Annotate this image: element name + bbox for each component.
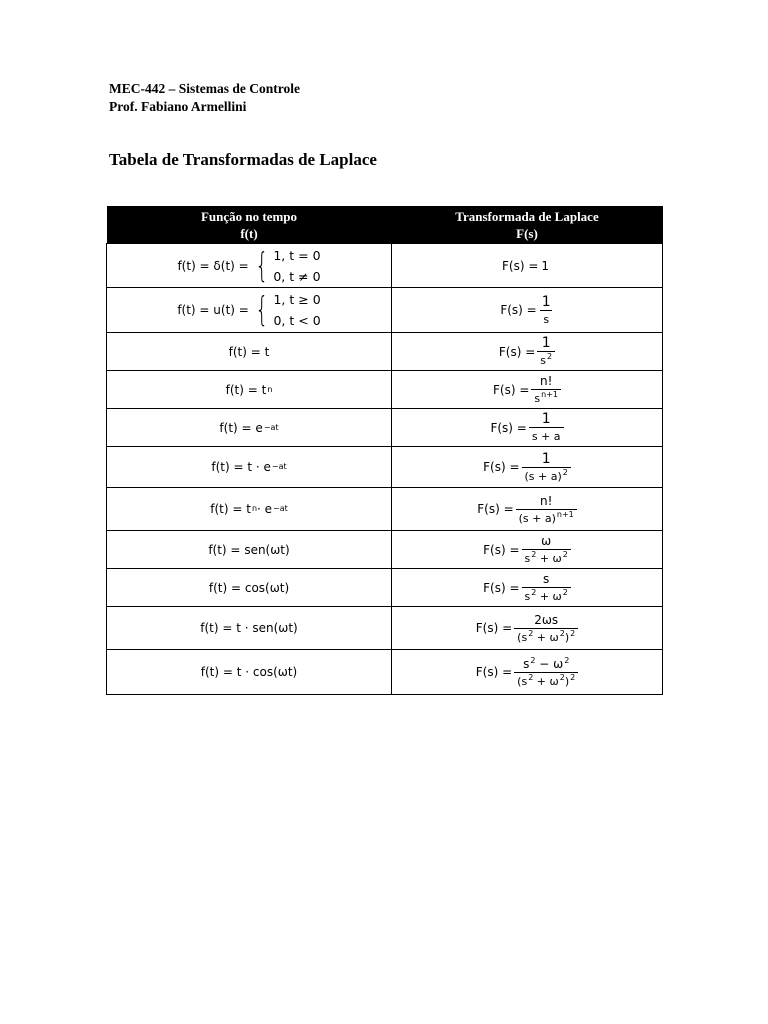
table-row — [107, 447, 663, 488]
table-row — [107, 569, 663, 607]
laplace-transform-cell: F(s) = $\frac{1}{(s + a)^2}$ — [392, 447, 663, 488]
table-row — [107, 288, 663, 333]
left-brace-icon: { — [255, 290, 269, 330]
table-row — [107, 607, 663, 650]
time-function-cell: f(t) = t · cos(ωt) — [107, 650, 392, 695]
time-function-cell: f(t) = t · e −at — [107, 447, 392, 488]
time-function-cell: f(t) = t · sen(ωt) — [107, 607, 392, 650]
laplace-transform-cell: F(s) = 1 — [392, 244, 663, 288]
column-header-time-function: Função no tempo f(t) — [107, 206, 392, 244]
time-function-cell: f(t) = cos(ωt) — [107, 569, 392, 607]
laplace-transform-cell: F(s) = $\frac{2\omega s}{(s^2 + \omega^2)^2}$ — [392, 607, 663, 650]
table-row — [107, 244, 663, 288]
table-row — [107, 488, 663, 531]
laplace-transform-cell: F(s) = $\frac{n!}{(s + a)^{n+1}}$ — [392, 488, 663, 531]
time-function-cell: f(t) = sen(ωt) — [107, 531, 392, 569]
document-header — [109, 80, 300, 116]
time-function-cell: f(t) = t n · e −at — [107, 488, 392, 531]
time-function-cell: f(t) = u(t) = { 1, t ≥ 0 0, t < 0 — [107, 288, 392, 333]
laplace-transform-cell: F(s) = $\frac{s^2 - \omega^2}{(s^2 + \omega^2)^2}$ — [392, 650, 663, 695]
table-row — [107, 371, 663, 409]
column-header-laplace-transform: Transformada de Laplace F(s) — [392, 206, 663, 244]
time-function-cell: f(t) = t n — [107, 371, 392, 409]
table-row — [107, 531, 663, 569]
time-function-cell: f(t) = e −at — [107, 409, 392, 447]
course-title: MEC-442 – Sistemas de Controle — [109, 81, 300, 96]
table-row — [107, 650, 663, 695]
time-function-cell: f(t) = δ(t) = { 1, t = 0 0, t ≠ 0 — [107, 244, 392, 288]
laplace-transform-cell: F(s) = $\frac{1}{s^2}$ — [392, 333, 663, 371]
laplace-transform-cell: F(s) = $\frac{s}{s^2 + \omega^2}$ — [392, 569, 663, 607]
table-header-row — [107, 206, 663, 244]
table-row — [107, 409, 663, 447]
laplace-transform-cell: F(s) = $\frac{n!}{s^{n+1}}$ — [392, 371, 663, 409]
time-function-cell: f(t) = t — [107, 333, 392, 371]
left-brace-icon: { — [255, 245, 269, 286]
laplace-transform-cell: F(s) = $\frac{\omega}{s^2 + \omega^2}$ — [392, 531, 663, 569]
laplace-transform-cell: F(s) = $\frac{1}{s}$ — [392, 288, 663, 333]
table-row — [107, 333, 663, 371]
professor-name: Prof. Fabiano Armellini — [109, 99, 247, 114]
page-title: Tabela de Transformadas de Laplace — [109, 150, 377, 169]
laplace-transform-cell: F(s) = $\frac{1}{s + a}$ — [392, 409, 663, 447]
laplace-table — [106, 206, 663, 695]
